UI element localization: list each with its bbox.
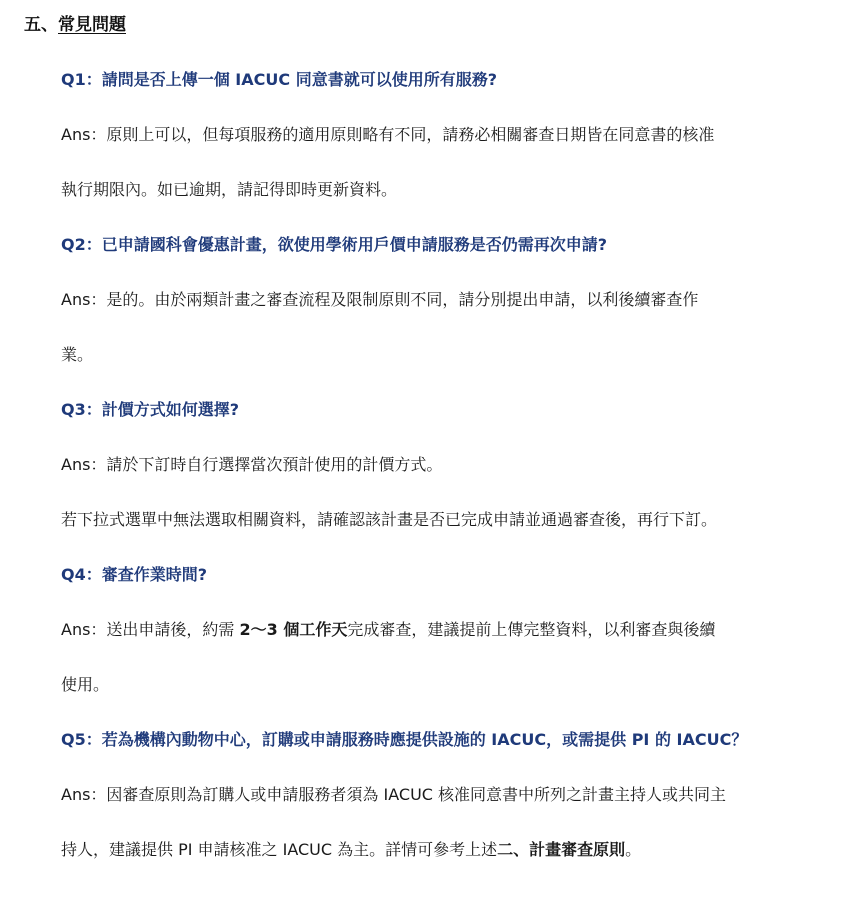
faq-q3-answer-line-2: 若下拉式選單中無法選取相關資料，請確認該計畫是否已完成申請並通過審查後，再行下訂。 xyxy=(61,510,718,529)
faq-q5-answer-line-2 xyxy=(61,837,641,860)
faq-q4-question: Q4：審查作業時間? xyxy=(61,565,208,584)
faq-q4-answer-suffix: 完成審查，建議提前上傳完整資料，以利審查與後續 xyxy=(347,620,716,639)
faq-q4-answer-bold: 2～3 個工作天 xyxy=(239,620,348,639)
section-number: 五、 xyxy=(24,15,58,35)
faq-q2-answer-line-2: 業。 xyxy=(61,345,94,364)
faq-q4-answer-line-2: 使用。 xyxy=(61,675,110,694)
faq-q5-answer-bold: 二、計畫審查原則 xyxy=(497,840,626,859)
section-heading xyxy=(24,10,126,35)
faq-q1-answer-line-1: Ans：原則上可以，但每項服務的適用原則略有不同，請務必相關審查日期皆在同意書的核准 xyxy=(61,125,715,144)
faq-q5-answer-line-1: Ans：因審查原則為訂購人或申請服務者須為 IACUC 核准同意書中所列之計畫主持人或共同主 xyxy=(61,785,727,804)
faq-q5-answer-suffix: 。 xyxy=(625,840,642,859)
faq-q4-answer-line-1 xyxy=(61,617,715,640)
faq-q3-question: Q3：計價方式如何選擇? xyxy=(61,400,240,419)
faq-q5-answer-prefix: 持人，建議提供 PI 申請核准之 IACUC 為主。詳情可參考上述 xyxy=(61,840,498,859)
faq-q2-question: Q2：已申請國科會優惠計畫，欲使用學術用戶價申請服務是否仍需再次申請? xyxy=(61,235,608,254)
faq-q1-question: Q1：請問是否上傳一個 IACUC 同意書就可以使用所有服務? xyxy=(61,70,497,89)
faq-q2-answer-line-1: Ans：是的。由於兩類計畫之審查流程及限制原則不同，請分別提出申請，以利後續審查作 xyxy=(61,290,699,309)
faq-q4-answer-prefix: Ans：送出申請後，約需 xyxy=(61,620,240,639)
faq-q3-answer-line-1: Ans：請於下訂時自行選擇當次預計使用的計價方式。 xyxy=(61,455,443,474)
faq-q5-question: Q5：若為機構內動物中心，訂購或申請服務時應提供設施的 IACUC，或需提供 PI 的 IACUC？ xyxy=(61,730,748,749)
section-title: 常見問題 xyxy=(58,15,126,35)
faq-q1-answer-line-2: 執行期限內。如已逾期，請記得即時更新資料。 xyxy=(61,180,398,199)
